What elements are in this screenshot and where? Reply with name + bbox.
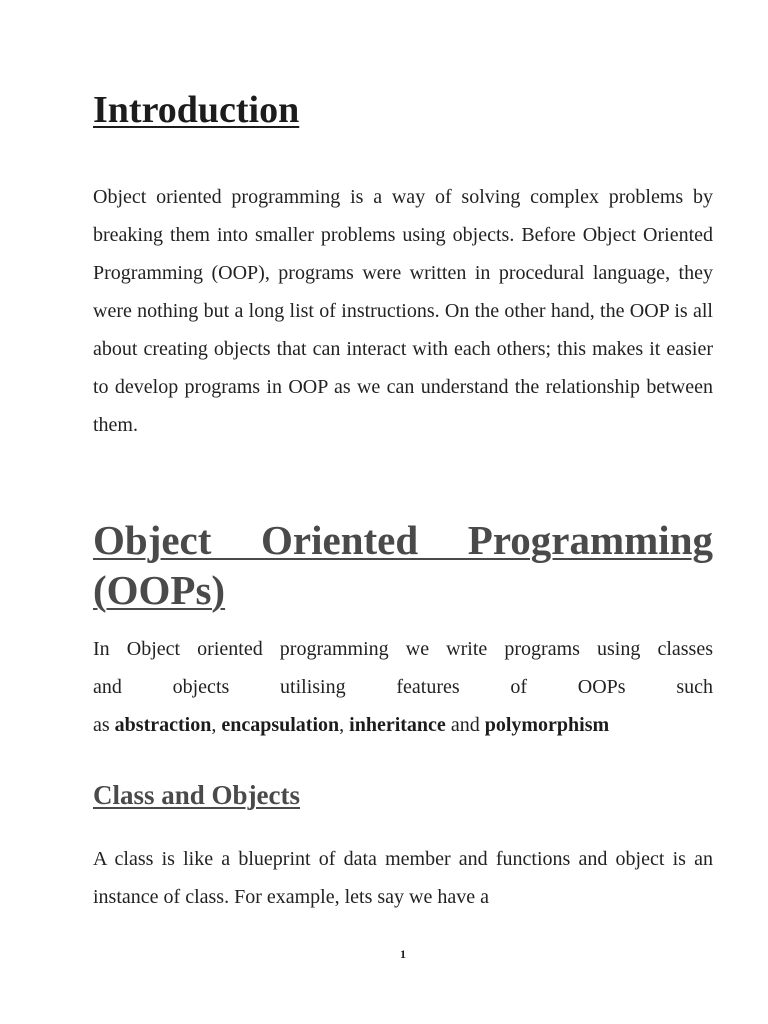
- feature-polymorphism: polymorphism: [484, 714, 610, 736]
- separator: and: [445, 714, 485, 736]
- separator: ,: [339, 714, 350, 736]
- separator: ,: [211, 714, 222, 736]
- oop-heading: Object Oriented Programming (OOPs): [93, 517, 713, 613]
- oop-line3-prefix: as: [93, 714, 115, 736]
- introduction-paragraph: Object oriented programming is a way of solving complex problems by breaking them into smaller problems using objects. Before Object Oriented Programming (OOP), programs were written in procedural language, they were nothing but a long list of instructions. On the other hand, the OOP is all about creating objects that can interact with each others; this makes it easier to develop programs in OOP as we can understand the relationship between them.: [93, 186, 713, 436]
- oop-paragraph: [93, 630, 713, 744]
- oop-paragraph-line-1: In Object oriented programming we write programs using classes: [93, 638, 713, 660]
- page-number: 1: [400, 947, 406, 961]
- feature-abstraction: abstraction: [114, 714, 212, 736]
- class-and-objects-paragraph: A class is like a blueprint of data member and functions and object is an instance of class. For example, lets say we have a: [93, 848, 713, 908]
- feature-inheritance: inheritance: [349, 714, 446, 736]
- feature-encapsulation: encapsulation: [221, 714, 340, 736]
- oop-paragraph-line-3: [93, 714, 609, 736]
- introduction-heading: Introduction: [93, 89, 300, 131]
- oop-paragraph-line-2: and objects utilising features of OOPs such: [93, 676, 713, 698]
- class-and-objects-heading: Class and Objects: [93, 780, 301, 810]
